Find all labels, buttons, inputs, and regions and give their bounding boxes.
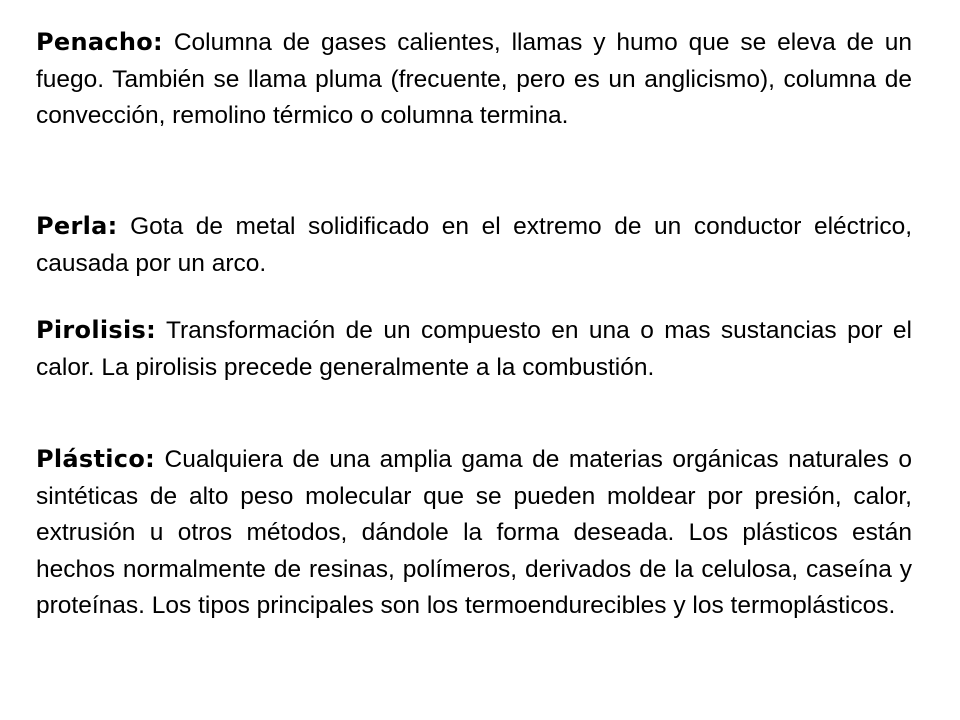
glossary-term: Penacho: (36, 28, 163, 56)
glossary-definition: Transformación de un compuesto en una o mas sustancias por el calor. La pirolisis precede generalmente a la combustión. (36, 317, 912, 381)
glossary-term: Pirolisis: (36, 316, 156, 344)
glossary-entry-pirolisis (36, 312, 912, 386)
glossary-term: Plástico: (36, 445, 156, 473)
glossary-entry-perla (36, 208, 912, 282)
glossary-term: Perla: (36, 212, 118, 240)
glossary-entry-plastico (36, 441, 912, 625)
glossary-definition: Columna de gases calientes, llamas y humo que se eleva de un fuego. También se llama pluma (frecuente, pero es un anglicismo), columna de convección, remolino térmico o columna termina. (36, 29, 913, 129)
glossary-definition: Cualquiera de una amplia gama de materias orgánicas naturales o sintéticas de alto peso molecular que se pueden moldear por presión, calor, extrusión u otros métodos, dándole la forma deseada. Los plásticos están hechos normalmente de resinas, polímeros, derivados de la celulosa, caseína y proteínas. Los tipos principales son los termoendurecibles y los termoplásticos. (36, 446, 912, 619)
glossary-entry-penacho (36, 24, 912, 135)
glossary-definition: Gota de metal solidificado en el extremo de un conductor eléctrico, causada por un arco. (36, 213, 913, 277)
